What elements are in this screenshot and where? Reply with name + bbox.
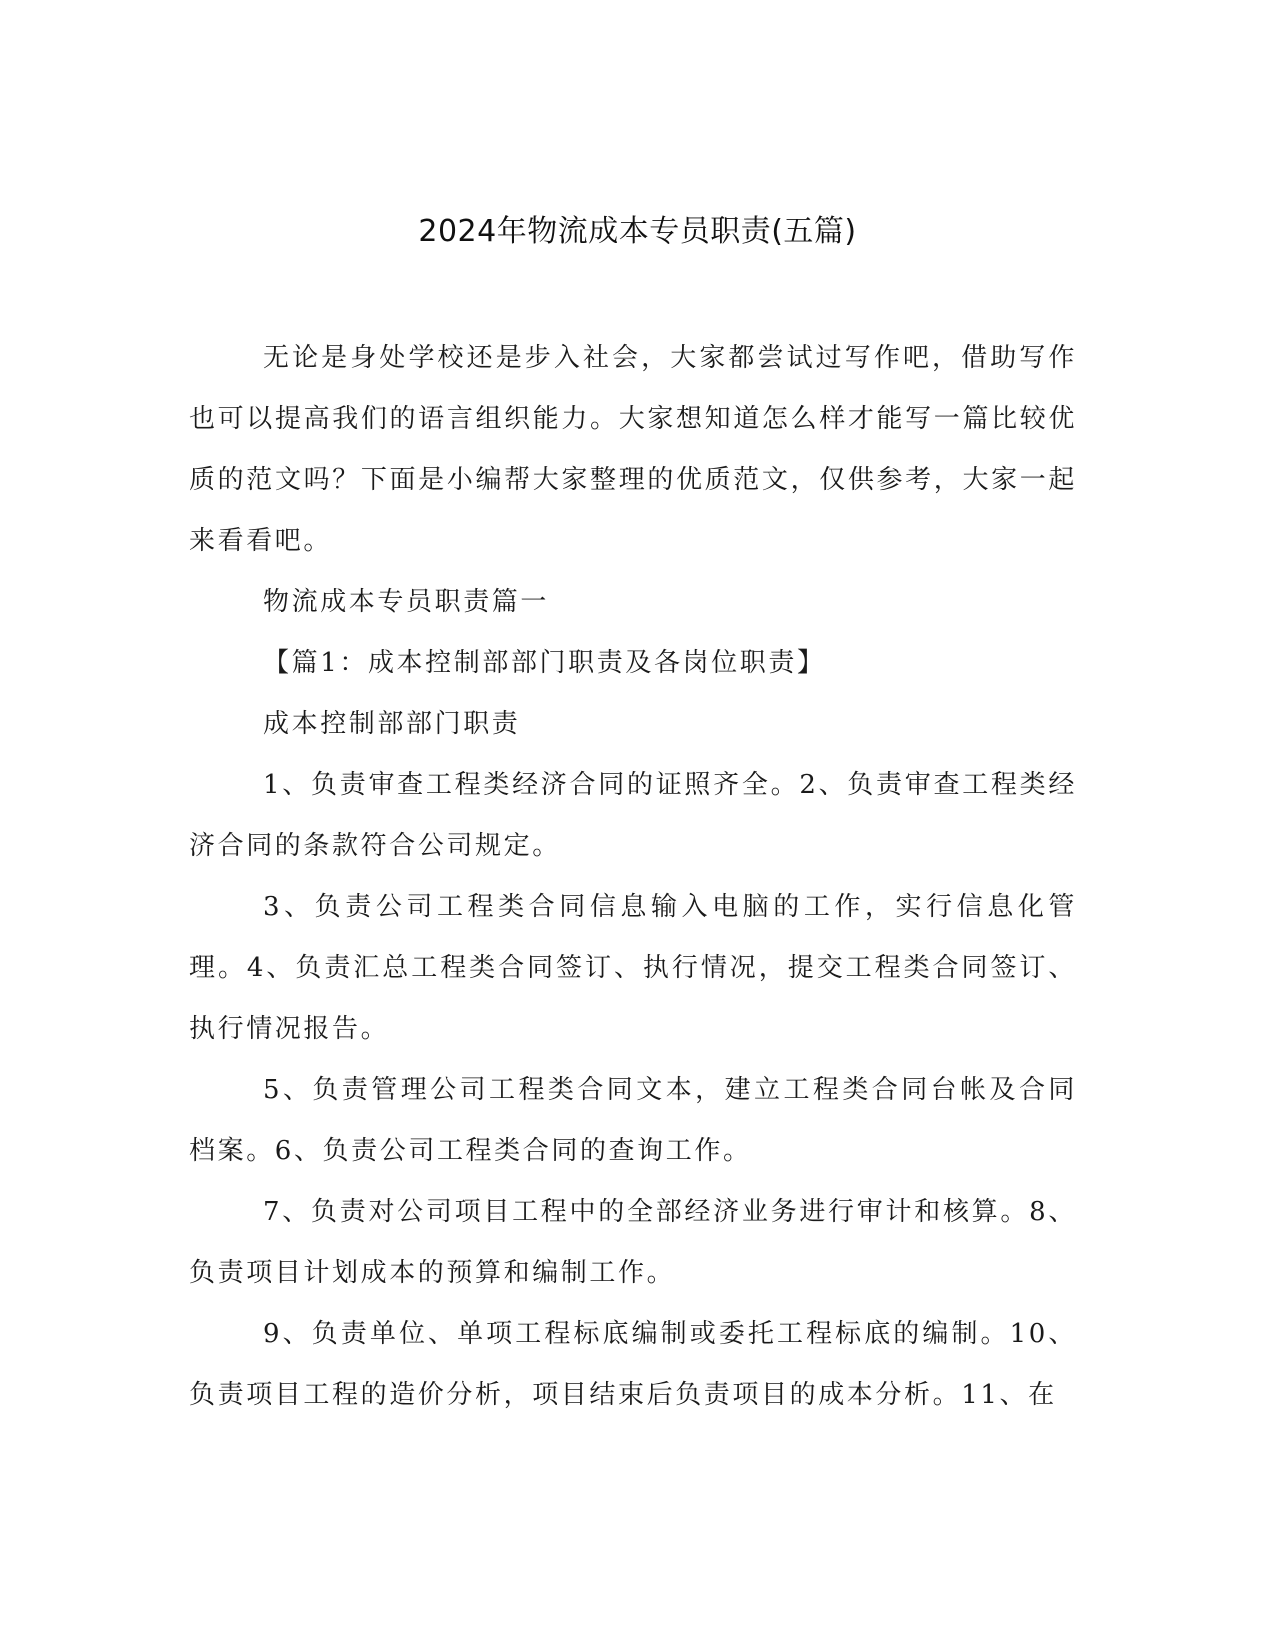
- document-body: [189, 328, 1077, 1426]
- duty-paragraph-1: 1、负责审查工程类经济合同的证照齐全。2、负责审查工程类经济合同的条款符合公司规定。: [189, 770, 1077, 861]
- section-heading: 物流成本专员职责篇一: [263, 587, 550, 617]
- subsection-heading: 【篇1：成本控制部部门职责及各岗位职责】: [263, 648, 826, 678]
- duty-paragraph-3: 5、负责管理公司工程类合同文本，建立工程类合同台帐及合同档案。6、负责公司工程类合同的查询工作。: [189, 1075, 1077, 1166]
- duty-paragraph-2: 3、负责公司工程类合同信息输入电脑的工作，实行信息化管理。4、负责汇总工程类合同签订、执行情况，提交工程类合同签订、执行情况报告。: [189, 892, 1077, 1044]
- document-title: 2024年物流成本专员职责(五篇): [418, 214, 857, 249]
- duty-paragraph-4: 7、负责对公司项目工程中的全部经济业务进行审计和核算。8、负责项目计划成本的预算和编制工作。: [189, 1197, 1077, 1288]
- duty-paragraph-5: 9、负责单位、单项工程标底编制或委托工程标底的编制。10、负责项目工程的造价分析，项目结束后负责项目的成本分析。11、在: [189, 1319, 1077, 1410]
- intro-paragraph: 无论是身处学校还是步入社会，大家都尝试过写作吧，借助写作也可以提高我们的语言组织能力。大家想知道怎么样才能写一篇比较优质的范文吗？下面是小编帮大家整理的优质范文，仅供参考，大家一起来看看吧。: [189, 343, 1077, 556]
- department-heading: 成本控制部部门职责: [263, 709, 521, 739]
